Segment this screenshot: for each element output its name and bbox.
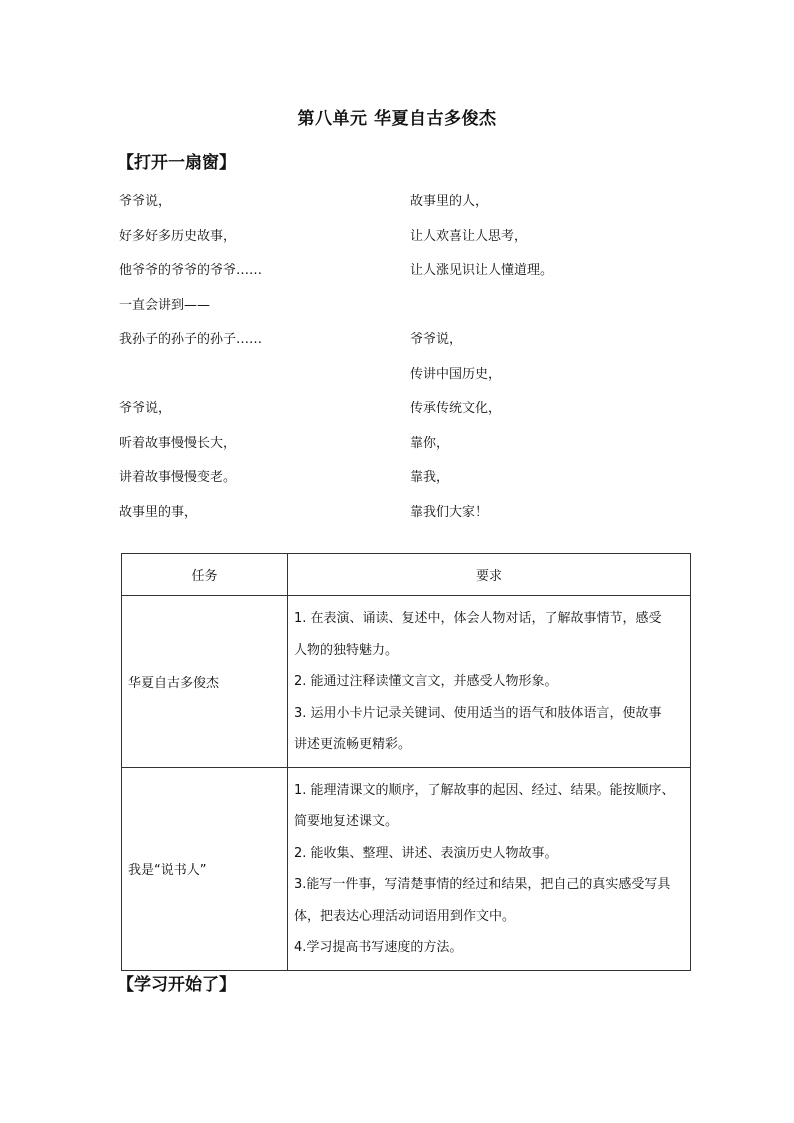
poem-line: 靠我， [410,470,450,485]
poem-line: 我孙子的孙子的孙子…… [119,332,263,347]
requirement-line: 简要地复述课文。 [294,814,399,829]
page-title: 第八单元 华夏自古多俊杰 [297,109,497,129]
requirement-line: 4.学习提高书写速度的方法。 [294,940,463,955]
table-row [122,767,691,970]
header-requirement: 要求 [288,554,691,596]
poem-line: 爷爷说， [119,194,172,209]
poem-line: 一直会讲到—— [119,297,211,313]
poem-line: 他爷爷的爷爷的爷爷…… [119,263,263,278]
requirement-line: 3. 运用小卡片记录关键词、使用适当的语气和肢体语言，使故事 [294,705,662,721]
poem-left-column [119,190,262,535]
requirement-line: 1. 能理清课文的顺序，了解故事的起因、经过、结果。能按顺序、 [294,782,675,798]
task-cell: 华夏自古多俊杰 [122,596,288,768]
section-heading-start-learning: 【学习开始了】 [117,975,236,995]
requirement-line: 1. 在表演、诵读、复述中，体会人物对话，了解故事情节，感受 [294,611,662,626]
poem-line: 传讲中国历史， [410,366,502,382]
poem-line [119,363,262,398]
task-cell: 我是“说书人” [122,767,288,970]
poem-line: 靠我们大家！ [410,504,489,520]
requirement-line: 3.能写一件事，写清楚事情的经过和结果，把自己的真实感受写具 [294,877,671,892]
poem-line: 故事里的事， [119,504,198,520]
poem-line [410,294,553,329]
header-task: 任务 [122,554,288,596]
poem-line: 好多好多历史故事， [119,228,237,244]
poem-line: 听着故事慢慢长大， [119,435,237,451]
requirement-line: 2. 能通过注释读懂文言文，并感受人物形象。 [294,674,558,689]
poem-line: 让人欢喜让人思考， [410,228,528,244]
requirement-line: 2. 能收集、整理、讲述、表演历史人物故事。 [294,845,558,861]
poem-line: 讲着故事慢慢变老。 [119,470,237,485]
task-requirements-table [121,553,691,971]
poem-line: 爷爷说， [410,332,463,347]
poem-right-column [410,190,553,535]
poem-line: 传承传统文化， [410,401,502,416]
poem-line: 故事里的人， [410,194,489,209]
poem-line: 让人涨见识让人懂道理。 [410,263,554,278]
table-header-row [122,554,691,596]
requirement-line: 讲述更流畅更精彩。 [294,737,412,752]
poem-line: 爷爷说， [119,401,172,416]
poem-line: 靠你， [410,435,450,451]
requirement-line: 体，把表达心理活动词语用到作文中。 [294,908,516,924]
requirement-cell [288,767,691,970]
requirement-cell [288,596,691,768]
requirement-line: 人物的独特魅力。 [294,642,399,658]
section-heading-open-window: 【打开一扇窗】 [117,153,236,173]
table-row [122,596,691,768]
